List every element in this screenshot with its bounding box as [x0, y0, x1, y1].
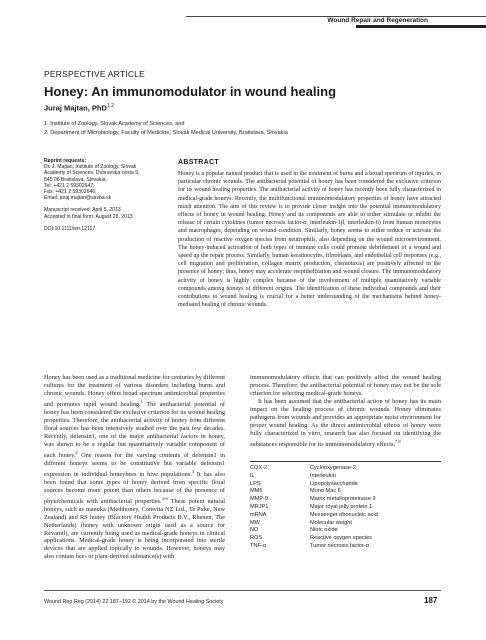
- author-name: Juraj Majtan, PhD: [44, 103, 107, 113]
- author-line: [44, 103, 114, 113]
- abbreviation-row: [250, 481, 441, 489]
- body-paragraph: immunomodulatory effects that can positively affect the wound healing process. Therefore, the antibacterial potential of honey may not be the sole criterion for selecting medical-grade honeys.: [250, 374, 441, 397]
- abbreviation-row: [250, 535, 441, 543]
- abbreviation-row: [250, 496, 441, 504]
- abbreviation-value: Reactive oxygen species: [310, 535, 372, 542]
- article-title: Honey: An immunomodulator in wound healing: [44, 84, 337, 99]
- footer-rule: [44, 590, 441, 591]
- abbreviation-row: [250, 543, 441, 551]
- abbreviation-value: Nitric oxide: [310, 527, 338, 534]
- abbreviation-row: [250, 520, 441, 528]
- abbreviation-key: NO: [250, 527, 259, 534]
- body-text: It has been assumed that the antibacterial action of honey has its main impact on the healing process of chronic wounds. Honey eliminates pathogens from wounds and provides an appropriate moist environment for proper wound healing. As the direct antimicrobial effects of honey were fully characterized in vitro, research has also focused on identifying the substances responsible for its immunomodulatory effects.: [250, 397, 441, 448]
- reference-mark: 7,8: [395, 438, 401, 444]
- doi: DOI:10.1111/wrr.12117: [44, 225, 96, 232]
- manuscript-received: Manuscript received: April 5, 2013: [44, 207, 121, 214]
- body-text: These potent natural honeys, such as manuka (Medihoney, Comvita NZ Ltd., Te Puke, New Zealand) and RS honey (Bfactory Health Products B.V., Rhenen, The Netherlands) (honey with unknown origin used as a source for Revamil), are currently being used as medical-grade honeys in clinical applications. Medical-grade honey is being incorporated into sterile devices that are applied topically to wounds. However, honeys may also contain bee- or plant-derived substance(s) with: [44, 497, 225, 561]
- article-type-label: PERSPECTIVE ARTICLE: [44, 69, 145, 79]
- reference-mark: 2: [75, 449, 78, 455]
- abbreviation-key: MRJP1: [250, 503, 269, 510]
- body-text: One reason for the varying contents of defensin1 in different honeys seems to be constitutive but variable defensin1 expression in individual honeybees in hive populations.: [44, 451, 225, 478]
- page-number: 187: [424, 596, 438, 605]
- abbreviation-value: Interleukin: [310, 472, 336, 479]
- body-text: It has also been found that some types of honey derived from specific floral sources become more potent than others because of the presence of phytochemicals with antibacterial properties.: [44, 470, 226, 505]
- abbreviation-row: [250, 473, 441, 481]
- abbreviation-key: COX-2: [250, 465, 268, 471]
- abbreviation-row: [250, 527, 441, 535]
- abbreviations-table: [250, 465, 441, 551]
- abbreviation-value: Molecular weight: [310, 519, 352, 526]
- body-column-2: [250, 374, 441, 449]
- abbreviation-value: Lipopolysaccharide: [310, 480, 358, 487]
- abbreviation-value: Matrix metalloproteinase 9: [310, 496, 376, 503]
- abbreviation-row: [250, 465, 441, 473]
- reprint-line: Tel: +421 2 59302647;: [44, 182, 95, 189]
- abbreviation-key: MW: [250, 519, 260, 526]
- body-paragraph: [250, 398, 441, 449]
- abbreviations-rule: [250, 461, 441, 462]
- reprint-requests-label: Reprint requests:: [44, 158, 87, 164]
- manuscript-accepted: Accepted in final form: August 28, 2013: [44, 213, 133, 220]
- abbreviation-key: TNF-α: [250, 542, 266, 549]
- body-text: The antibacterial potential of honey has been considered the exclusive criterion for its wound healing properties. Therefore, the antibacterial activity of honey from different floral sources has been intensively studied over the past few decades. Recently, defensin1, one of the major antibacterial factors in honey, was shown to be a regular but quantitatively variable component of each honey.: [44, 400, 225, 459]
- affiliation-2: 2. Department of Microbiology, Faculty of Medicine, Slovak Medical University, Bratislava, Slovakia: [44, 130, 288, 136]
- abbreviation-key: ROS: [250, 535, 263, 542]
- reprint-line: Academy of Sciences, Dubravska cesta 9,: [44, 170, 140, 177]
- reference-mark: 1: [140, 398, 143, 404]
- reference-mark: 4-6: [161, 495, 168, 501]
- abbreviation-value: Mono Mac 6: [310, 488, 341, 495]
- abbreviation-row: [250, 488, 441, 496]
- reference-mark: 3: [191, 468, 195, 474]
- abstract-heading: ABSTRACT: [178, 159, 219, 166]
- abbreviation-key: LPS: [250, 480, 261, 487]
- reprint-line: Fax: +421 2 59302646;: [44, 189, 97, 196]
- body-column-1: [44, 374, 225, 561]
- abbreviation-value: Tumor necrosis factor-α: [310, 542, 369, 549]
- abbreviation-key: MMP-9: [250, 496, 269, 503]
- author-affiliation-marks: 1,2: [106, 103, 114, 109]
- reprint-info-block: [44, 158, 162, 232]
- abstract-text: Honey is a popular natural product that is used in the treatment of burns and a broad spectrum of injuries, in particular chronic wounds. The antibacterial potential of honey has been considered the exclusive criterion for its wound healing properties. The antibacterial activity of honey has recently been fully characterized in medical-grade honeys. Recently, the multifunctional immunomodulatory properties of honey have attracted much attention. The aim of this review is to provide closer insight into the potential immunomodulatory effects of honey in wound healing. Honey and its components are able to either stimulate or inhibit the release of certain cytokines (tumor necrosis factor-α, interleukin-1β, interleukin-6) from human monocytes and macrophages, depending on wound condition. Similarly, honey seems to either reduce or activate the production of reactive oxygen species from neutrophils, also depending on the wound microenvironment. The honey-induced activation of both types of immune cells could promote debridement of a wound and speed up the repair process. Similarly, human keratinocytes, fibroblasts, and endothelial cell responses (e.g., cell migration and proliferation, collagen matrix production, chemotaxis) are positively affected in the presence of honey; thus, honey may accelerate reepithelization and wound closure. The immunomodulatory activity of honey is highly complex because of the involvement of multiple quantitatively variable compounds among honeys of different origins. The identification of these individual compounds and their contributions to wound healing is crucial for a better understanding of the mechanisms behind honey-mediated healing of chronic wounds.: [178, 171, 441, 309]
- header-rule-thick: [356, 25, 486, 28]
- abbreviation-value: Messenger ribonucleic acid: [310, 511, 378, 518]
- abbreviation-row: [250, 512, 441, 520]
- body-text: Honey has been used as a traditional medicine for centuries by different cultures for the treatment of various disorders including burns and chronic wounds. Honey offers broad spectrum antimicrobial properties and promotes rapid wound healing.: [44, 374, 225, 408]
- abbreviation-key: MM6: [250, 488, 263, 495]
- reprint-email: Email: juraj.majtan@savba.sk: [44, 195, 112, 202]
- journal-section-title: Wound Repair and Regeneration: [327, 17, 428, 24]
- abbreviation-value: Cyclooxygenase-2: [310, 465, 357, 471]
- footer-citation: Wound Rep Reg (2014) 22 187–192 © 2014 by the Wound Healing Society: [44, 599, 224, 605]
- reprint-line: 845 06 Bratislava, Slovakia.: [44, 176, 107, 183]
- affiliation-1: 1. Institute of Zoology, Slovak Academy of Sciences, and: [44, 121, 185, 127]
- abbreviation-key: IL: [250, 472, 255, 479]
- abbreviation-row: [250, 504, 441, 512]
- abbreviation-key: mRNA: [250, 511, 267, 518]
- abbreviation-value: Major royal jelly protein 1: [310, 503, 373, 510]
- reprint-line: Dr. J. Majtan, Institute of Zoology, Slovak: [44, 164, 137, 171]
